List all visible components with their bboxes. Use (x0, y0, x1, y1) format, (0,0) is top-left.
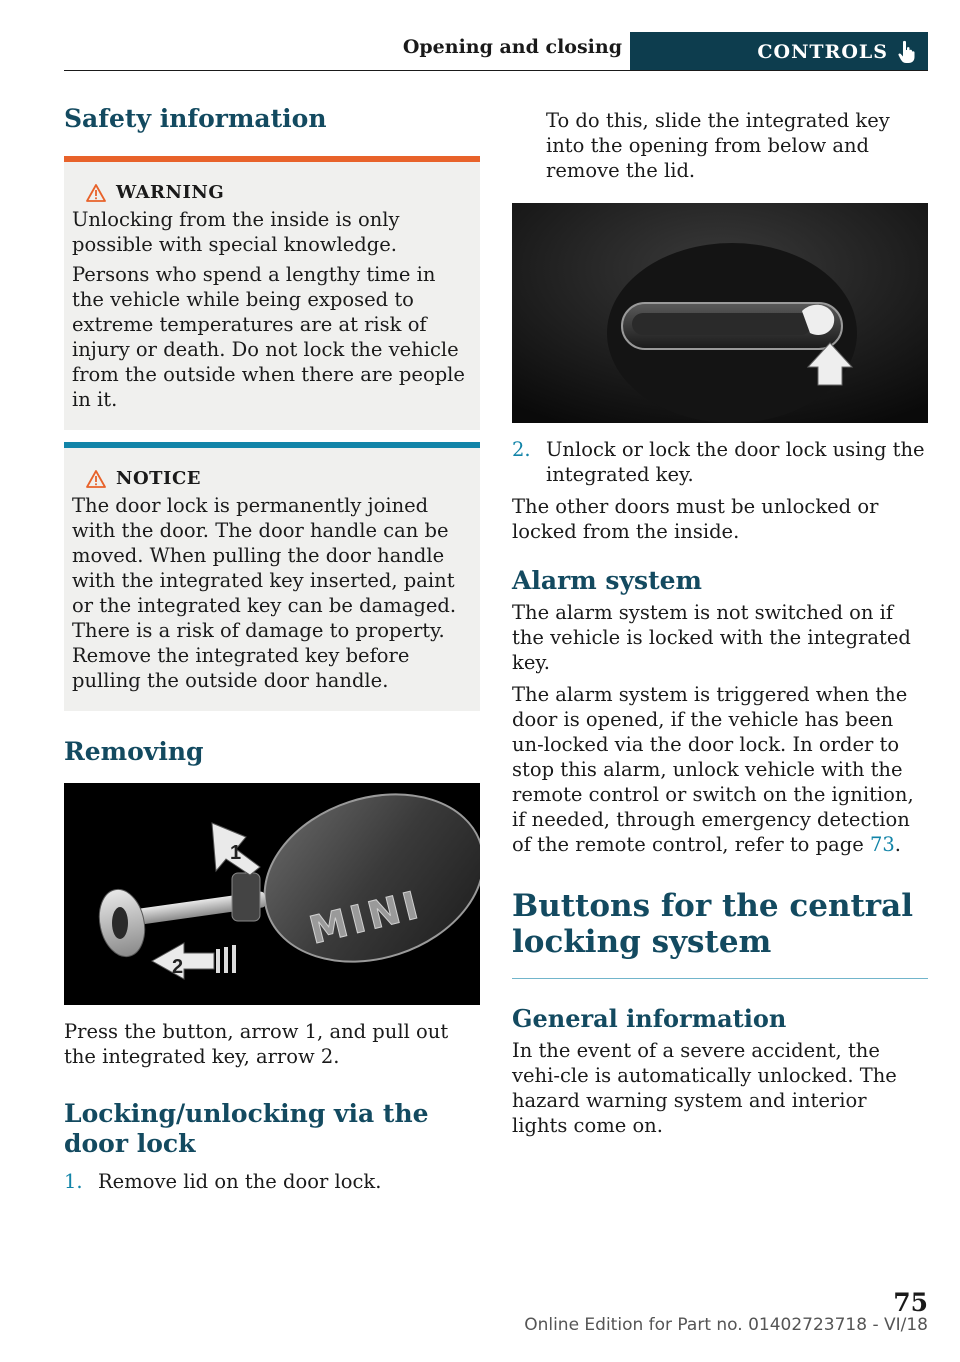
alarm-paragraph-1: The alarm system is not switched on if the vehicle is locked with the integrated key. (512, 601, 911, 674)
warning-header (72, 182, 472, 203)
edition-footer: Online Edition for Part no. 01402723718 - VI/18 (524, 1315, 928, 1335)
alarm-text-end: . (894, 833, 901, 856)
removing-caption: Press the button, arrow 1, and pull out the integrated key, arrow 2. (64, 1020, 449, 1068)
header-chapter-tab (630, 32, 928, 71)
door-lock-photo (512, 203, 928, 423)
step-number: 2. (512, 438, 531, 461)
key-removal-photo (64, 783, 480, 1005)
warning-triangle-icon (86, 470, 106, 488)
mini-logo-text: MINI (305, 882, 427, 953)
door-handle-illustration (512, 203, 928, 423)
arrow-2-label: 2 (172, 956, 184, 978)
right-column (512, 104, 928, 1138)
locking-after: The other doors must be unlocked or locked from the inside. (512, 495, 879, 543)
left-column (64, 104, 480, 1194)
safety-title: Safety information (64, 104, 327, 133)
alarm-paragraph-2 (512, 682, 928, 857)
locking-title: Locking/unlocking via the door lock (64, 1099, 429, 1158)
hand-pointer-icon (898, 40, 916, 64)
warning-label: WARNING (116, 182, 225, 203)
notice-label: NOTICE (116, 468, 201, 489)
step-2 (512, 437, 928, 487)
warning-paragraph: Unlocking from the inside is only possible with special knowledge. (72, 208, 400, 256)
general-info-text: In the event of a severe accident, the vehi-cle is automatically unlocked. The hazard warning system and interior lights come on. (512, 1039, 897, 1138)
header-chapter-label: CONTROLS (757, 40, 888, 63)
notice-box (64, 442, 480, 711)
removing-title: Removing (64, 737, 204, 766)
warning-box (64, 156, 480, 430)
warning-triangle-icon (86, 184, 106, 202)
header-section-title: Opening and closing (402, 36, 622, 58)
page-reference-link[interactable]: 73 (869, 833, 895, 856)
alarm-title: Alarm system (512, 566, 703, 595)
step-text: Remove lid on the door lock. (98, 1170, 382, 1193)
notice-paragraph: The door lock is permanently joined with the door. The door handle can be moved. When pulling the door handle with the integrated key inserted, paint or the integrated key can be damaged. There is a risk of damage to property. Remove the integrated key before pulling the outside door handle. (72, 494, 457, 692)
warning-paragraph: Persons who spend a lengthy time in the vehicle while being exposed to extreme temperatures are at risk of injury or death. Do not lock the vehicle from the outside when there are people in it. (72, 263, 465, 411)
general-info-title: General information (512, 1004, 787, 1034)
step-number: 1. (64, 1170, 83, 1193)
central-locking-title: Buttons for the central locking system (512, 888, 914, 960)
section-rule (512, 978, 928, 979)
step-1-continuation: To do this, slide the integrated key into the opening from below and remove the lid. (546, 109, 890, 182)
step-text: Unlock or lock the door lock using the integrated key. (546, 438, 925, 486)
header-rule (64, 70, 928, 71)
arrow-1-label: 1 (230, 842, 242, 864)
step-1 (64, 1169, 480, 1194)
notice-header (72, 468, 472, 489)
alarm-text: The alarm system is triggered when the door is opened, if the vehicle has been un-locked via the door lock. In order to stop this alarm, unlock vehicle with the remote control or switch on the ignition, if needed, through emergency detection of the remote control, refer to page (512, 683, 914, 856)
page-number: 75 (893, 1288, 928, 1317)
key-illustration (64, 783, 480, 1005)
